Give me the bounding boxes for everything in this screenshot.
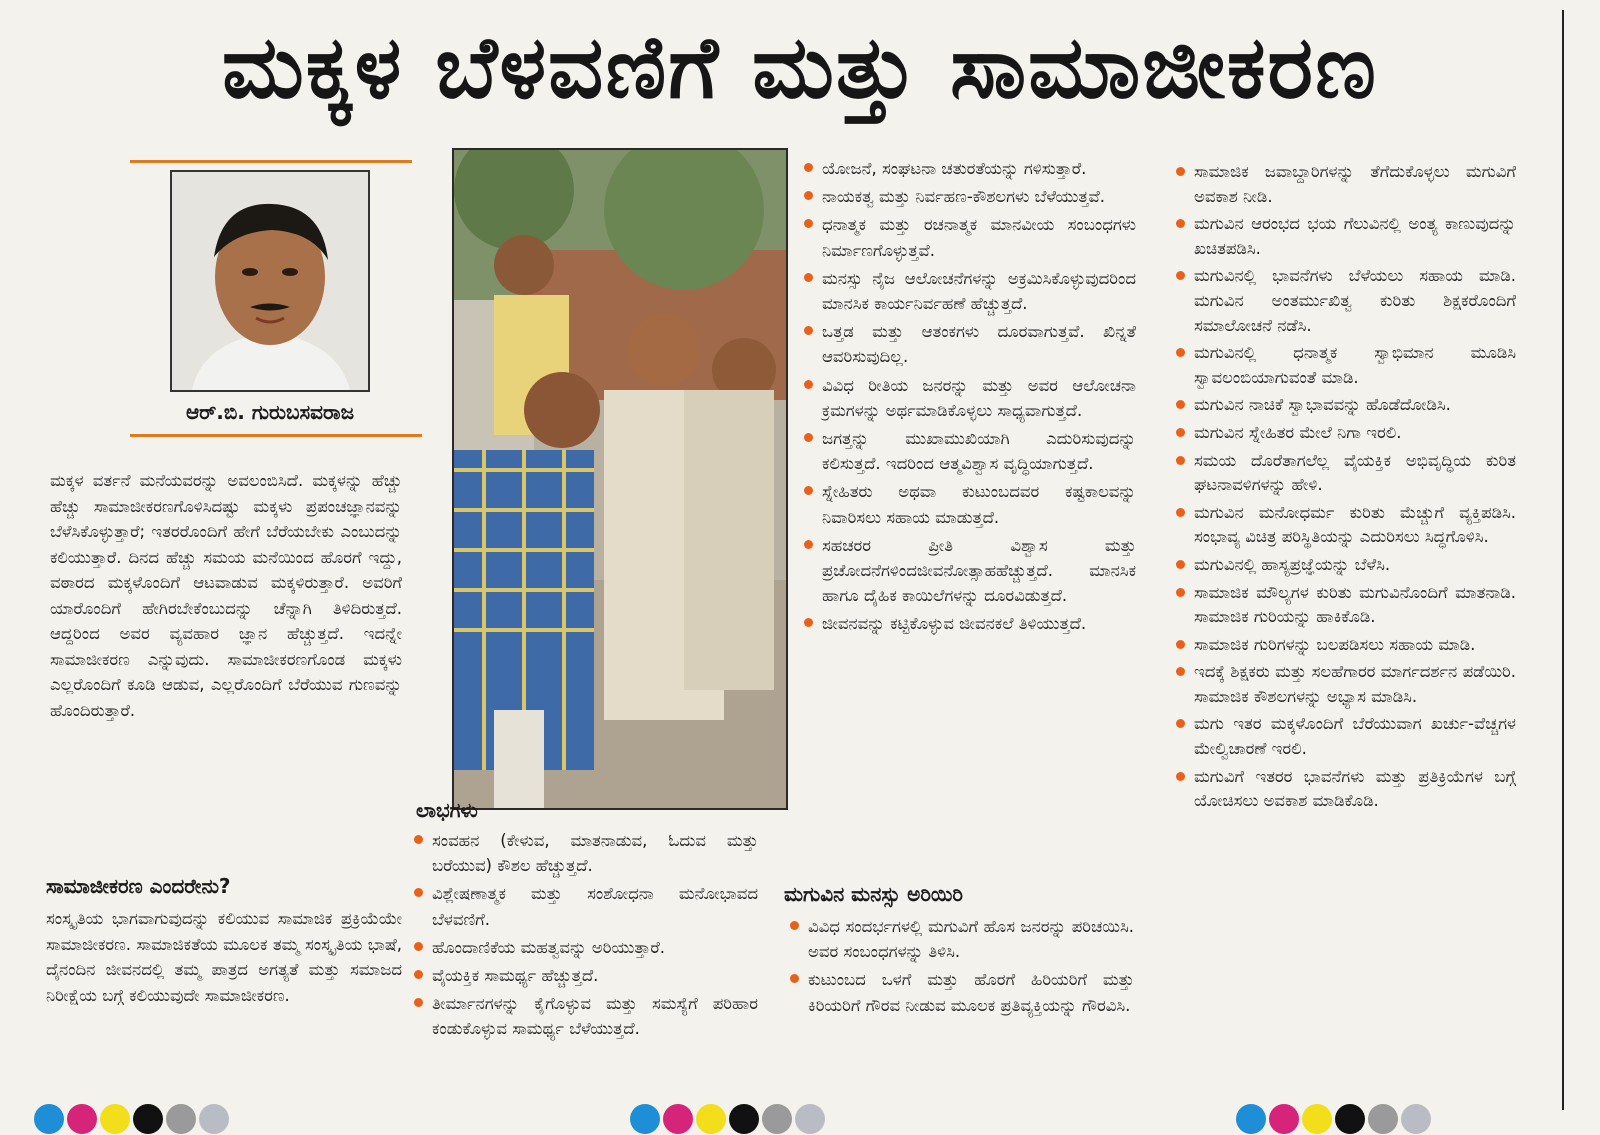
list-item: ಸಮಯ ದೊರೆತಾಗಲೆಲ್ಲ ವೈಯಕ್ತಿಕ ಅಭಿವೃದ್ಧಿಯ ಕುರಿತ ಘಟನಾವಳಿಗಳನ್ನು ಹೇಳಿ.: [1176, 449, 1516, 498]
list-item: ವಿವಿಧ ಸಂದರ್ಭಗಳಲ್ಲಿ ಮಗುವಿಗೆ ಹೊಸ ಜನರನ್ನು ಪರಿಚಯಿಸಿ. ಅವರ ಸಂಬಂಧಗಳನ್ನು ತಿಳಿಸಿ.: [790, 914, 1134, 964]
registration-dot: [1302, 1104, 1332, 1134]
list-item: ಮಗು ಇತರ ಮಕ್ಕಳೊಂದಿಗೆ ಬೆರೆಯುವಾಗ ಖರ್ಚು-ವೆಚ್ಚಗಳ ಮೇಲ್ವಿಚಾರಣೆ ಇರಲಿ.: [1176, 712, 1516, 761]
bullet-icon: [804, 163, 813, 172]
headline: ಮಕ್ಕಳ ಬೆಳವಣಿಗೆ ಮತ್ತು ಸಾಮಾಜೀಕರಣ: [221, 18, 1379, 118]
list-item: ಇದಕ್ಕೆ ಶಿಕ್ಷಕರು ಮತ್ತು ಸಲಹೆಗಾರರ ಮಾರ್ಗದರ್ಶನ ಪಡೆಯಿರಿ. ಸಾಮಾಜಿಕ ಕೌಶಲಗಳನ್ನು ಅಭ್ಯಾಸ ಮಾಡಿಸಿ.: [1176, 660, 1516, 709]
list-item: ನಾಯಕತ್ವ ಮತ್ತು ನಿರ್ವಹಣ-ಕೌಶಲಗಳು ಬೆಳೆಯುತ್ತವೆ.: [804, 184, 1136, 209]
list-item: ಸಹಚರರ ಪ್ರೀತಿ ವಿಶ್ವಾಸ ಮತ್ತು ಪ್ರಚೋದನೆಗಳಿಂದಜೀವನೋತ್ಸಾಹಹೆಚ್ಚುತ್ತದೆ. ಮಾನಸಿಕ ಹಾಗೂ ದೈಹಿಕ ಕಾಯಿಲೆಗಳನ್ನು ದೂರವಿಡುತ್ತದೆ.: [804, 533, 1136, 609]
registration-dot: [729, 1104, 759, 1134]
bullet-icon: [1176, 167, 1185, 176]
understand-list: [790, 914, 1134, 1021]
list-item: ಸಾಮಾಜಿಕ ಗುರಿಗಳನ್ನು ಬಲಪಡಿಸಲು ಸಹಾಯ ಮಾಡಿ.: [1176, 633, 1516, 658]
bullet-icon: [1176, 428, 1185, 437]
registration-dot: [199, 1104, 229, 1134]
bullet-icon: [804, 273, 813, 282]
col3-list: [804, 156, 1136, 640]
bullet-icon: [804, 486, 813, 495]
registration-dot: [1368, 1104, 1398, 1134]
bullet-icon: [1176, 560, 1185, 569]
bullet-icon: [804, 618, 813, 627]
registration-dot: [696, 1104, 726, 1134]
list-item: ಜಗತ್ತನ್ನು ಮುಖಾಮುಖಿಯಾಗಿ ಎದುರಿಸುವುದನ್ನು ಕಲಿಸುತ್ತದೆ. ಇದರಿಂದ ಆತ್ಮವಿಶ್ವಾಸ ವೃದ್ಧಿಯಾಗುತ್ತದೆ.: [804, 426, 1136, 476]
list-item: ಮಗುವಿಗೆ ಇತರರ ಭಾವನೆಗಳು ಮತ್ತು ಪ್ರತಿಕ್ರಿಯೆಗಳ ಬಗ್ಗೆ ಯೋಚಿಸಲು ಅವಕಾಶ ಮಾಡಿಕೊಡಿ.: [1176, 765, 1516, 814]
list-item: ಸಾಮಾಜಿಕ ಮೌಲ್ಯಗಳ ಕುರಿತು ಮಗುವಿನೊಂದಿಗೆ ಮಾತನಾಡಿ. ಸಾಮಾಜಿಕ ಗುರಿಯನ್ನು ಹಾಕಿಕೊಡಿ.: [1176, 581, 1516, 630]
registration-dot: [100, 1104, 130, 1134]
bullet-icon: [414, 888, 423, 897]
list-item: ವಿಶ್ಲೇಷಣಾತ್ಮಕ ಮತ್ತು ಸಂಶೋಧನಾ ಮನೋಭಾವದ ಬೆಳವಣಿಗೆ.: [414, 881, 758, 931]
registration-dot: [67, 1104, 97, 1134]
bullet-icon: [414, 835, 423, 844]
author-top-rule: [130, 160, 412, 163]
bullet-icon: [1176, 400, 1185, 409]
bullet-icon: [790, 921, 799, 930]
registration-dot: [630, 1104, 660, 1134]
intro-paragraph: ಮಕ್ಕಳ ವರ್ತನೆ ಮನೆಯವರನ್ನು ಅವಲಂಬಿಸಿದೆ. ಮಕ್ಕಳನ್ನು ಹೆಚ್ಚು ಹೆಚ್ಚು ಸಾಮಾಜೀಕರಣಗೊಳಿಸಿದಷ್ಟು ಮಕ್ಕಳು ಪ್ರಪಂಚಜ್ಞಾನವನ್ನು ಬೆಳೆಸಿಕೊಳ್ಳುತ್ತಾರೆ; ಇತರರೊಂದಿಗೆ ಹೇಗೆ ಬೆರೆಯಬೇಕು ಎಂಬುದನ್ನು ಕಲಿಯುತ್ತಾರೆ. ದಿನದ ಹೆಚ್ಚು ಸಮಯ ಮನೆಯಿಂದ ಹೊರಗೆ ಇದ್ದು, ವಠಾರದ ಮಕ್ಕಳೊಂದಿಗೆ ಆಟವಾಡುವ ಮಕ್ಕಳಿರುತ್ತಾರೆ. ಅವರಿಗೆ ಯಾರೊಂದಿಗೆ ಹೇಗಿರಬೇಕೆಂಬುದನ್ನು ಚೆನ್ನಾಗಿ ತಿಳಿದಿರುತ್ತದೆ. ಆದ್ದರಿಂದ ಅವರ ವ್ಯವಹಾರ ಜ್ಞಾನ ಹೆಚ್ಚುತ್ತದೆ. ಇದನ್ನೇ ಸಾಮಾಜೀಕರಣ ಎನ್ನುವುದು. ಸಾಮಾಜೀಕರಣಗೊಂಡ ಮಕ್ಕಳು ಎಲ್ಲರೊಂದಿಗೆ ಕೂಡಿ ಆಡುವ, ಎಲ್ಲರೊಂದಿಗೆ ಬೆರೆಯುವ ಗುಣವನ್ನು ಹೊಂದಿರುತ್ತಾರೆ.: [50, 471, 402, 720]
list-item: ಸಾಮಾಜಿಕ ಜವಾಬ್ದಾರಿಗಳನ್ನು ತೆಗೆದುಕೊಳ್ಳಲು ಮಗುವಿಗೆ ಅವಕಾಶ ನೀಡಿ.: [1176, 160, 1516, 209]
list-item: ಮಗುವಿನ ಆರಂಭದ ಭಯ ಗೆಲುವಿನಲ್ಲಿ ಅಂತ್ಯ ಕಾಣುವುದನ್ನು ಖಚಿತಪಡಿಸಿ.: [1176, 212, 1516, 261]
list-item: ಮಗುವಿನಲ್ಲಿ ಭಾವನೆಗಳು ಬೆಳೆಯಲು ಸಹಾಯ ಮಾಡಿ. ಮಗುವಿನ ಅಂತರ್ಮುಖಿತ್ವ ಕುರಿತು ಶಿಕ್ಷಕರೊಂದಿಗೆ ಸಮಾಲೋಚನೆ ನಡೆಸಿ.: [1176, 264, 1516, 338]
list-item: ಧನಾತ್ಮಕ ಮತ್ತು ರಚನಾತ್ಮಕ ಮಾನವೀಯ ಸಂಬಂಧಗಳು ನಿರ್ಮಾಣಗೊಳ್ಳುತ್ತವೆ.: [804, 212, 1136, 262]
registration-dot: [34, 1104, 64, 1134]
benefits-heading: ಲಾಭಗಳು: [416, 798, 478, 822]
bullet-icon: [804, 380, 813, 389]
author-photo: [170, 170, 370, 392]
bullet-icon: [804, 191, 813, 200]
bullet-icon: [804, 433, 813, 442]
registration-dot: [1236, 1104, 1266, 1134]
benefits-list: [414, 828, 758, 1045]
registration-dot: [133, 1104, 163, 1134]
bullet-icon: [1176, 271, 1185, 280]
list-item: ವೈಯಕ್ತಿಕ ಸಾಮರ್ಥ್ಯ ಹೆಚ್ಚುತ್ತದೆ.: [414, 963, 758, 988]
registration-dot: [1401, 1104, 1431, 1134]
registration-dot: [762, 1104, 792, 1134]
bullet-icon: [1176, 588, 1185, 597]
list-item: ಮಗುವಿನ ಸ್ನೇಹಿತರ ಮೇಲೆ ನಿಗಾ ಇರಲಿ.: [1176, 421, 1516, 446]
bullet-icon: [414, 998, 423, 1007]
list-item: ಹೊಂದಾಣಿಕೆಯ ಮಹತ್ವವನ್ನು ಅರಿಯುತ್ತಾರೆ.: [414, 935, 758, 960]
understand-heading: ಮಗುವಿನ ಮನಸ್ಸು ಅರಿಯಿರಿ: [784, 882, 963, 906]
list-item: ಸ್ನೇಹಿತರು ಅಥವಾ ಕುಟುಂಬದವರ ಕಷ್ಟಕಾಲವನ್ನು ನಿವಾರಿಸಲು ಸಹಾಯ ಮಾಡುತ್ತದೆ.: [804, 479, 1136, 529]
list-item: ಮಗುವಿನ ನಾಚಿಕೆ ಸ್ವಾಭಾವವನ್ನು ಹೊಡೆದೋಡಿಸಿ.: [1176, 393, 1516, 418]
registration-dot: [795, 1104, 825, 1134]
list-item: ಸಂವಹನ (ಕೇಳುವ, ಮಾತನಾಡುವ, ಓದುವ ಮತ್ತು ಬರೆಯುವ) ಕೌಶಲ ಹೆಚ್ಚುತ್ತದೆ.: [414, 828, 758, 878]
bullet-icon: [414, 942, 423, 951]
bullet-icon: [1176, 508, 1185, 517]
author-name: ಆರ್.ಬಿ. ಗುರುಬಸವರಾಜ: [185, 400, 355, 424]
bullet-icon: [804, 326, 813, 335]
list-item: ಮಗುವಿನ ಮನೋಧರ್ಮ ಕುರಿತು ಮೆಚ್ಚುಗೆ ವ್ಯಕ್ತಿಪಡಿಸಿ. ಸಂಭಾವ್ಯ ವಿಚಿತ್ರ ಪರಿಸ್ಥಿತಿಯನ್ನು ಎದುರಿಸಲು ಸಿದ್ಧಗೊಳಿಸಿ.: [1176, 501, 1516, 550]
list-item: ಮಗುವಿನಲ್ಲಿ ಧನಾತ್ಮಕ ಸ್ವಾಭಿಮಾನ ಮೂಡಿಸಿ ಸ್ವಾವಲಂಬಿಯಾಗುವಂತೆ ಮಾಡಿ.: [1176, 341, 1516, 390]
bullet-icon: [790, 974, 799, 983]
registration-dot: [166, 1104, 196, 1134]
list-item: ಮಗುವಿನಲ್ಲಿ ಹಾಸ್ಯಪ್ರಜ್ಞೆಯನ್ನು ಬೆಳೆಸಿ.: [1176, 553, 1516, 578]
bullet-icon: [804, 219, 813, 228]
bullet-icon: [1176, 456, 1185, 465]
bullet-icon: [1176, 348, 1185, 357]
registration-dot: [663, 1104, 693, 1134]
list-item: ಜೀವನವನ್ನು ಕಟ್ಟಿಕೊಳ್ಳುವ ಜೀವನಕಲೆ ತಿಳಿಯುತ್ತದೆ.: [804, 611, 1136, 636]
page-edge-rule: [1562, 10, 1564, 1110]
bullet-icon: [414, 970, 423, 979]
bullet-icon: [1176, 772, 1185, 781]
list-item: ಮನಸ್ಸು ನೈಜ ಆಲೋಚನೆಗಳನ್ನು ಅಕ್ರಮಿಸಿಕೊಳ್ಳುವುದರಿಂದ ಮಾನಸಿಕ ಕಾರ್ಯನಿರ್ವಹಣೆ ಹೆಚ್ಚುತ್ತದೆ.: [804, 266, 1136, 316]
bullet-icon: [1176, 719, 1185, 728]
bullet-icon: [804, 540, 813, 549]
list-item: ತೀರ್ಮಾನಗಳನ್ನು ಕೈಗೊಳ್ಳುವ ಮತ್ತು ಸಮಸ್ಯೆಗೆ ಪರಿಹಾರ ಕಂಡುಕೊಳ್ಳುವ ಸಾಮರ್ಥ್ಯ ಬೆಳೆಯುತ್ತದೆ.: [414, 991, 758, 1041]
what-is-paragraph: ಸಂಸ್ಕೃತಿಯ ಭಾಗವಾಗುವುದನ್ನು ಕಲಿಯುವ ಸಾಮಾಜಿಕ ಪ್ರಕ್ರಿಯೆಯೇ ಸಾಮಾಜೀಕರಣ. ಸಾಮಾಜಿಕತೆಯ ಮೂಲಕ ತಮ್ಮ ಸಂಸ್ಕೃತಿಯ ಭಾಷೆ, ದೈನಂದಿನ ಜೀವನದಲ್ಲಿ ತಮ್ಮ ಪಾತ್ರದ ಅಗತ್ಯತೆ ಮತ್ತು ಸಮಾಜದ ನಿರೀಕ್ಷೆಯ ಬಗ್ಗೆ ಕಲಿಯುವುದೇ ಸಾಮಾಜೀಕರಣ.: [46, 909, 402, 1005]
author-bottom-rule: [130, 434, 422, 437]
list-item: ಒತ್ತಡ ಮತ್ತು ಆತಂಕಗಳು ದೂರವಾಗುತ್ತವೆ. ಖಿನ್ನತೆ ಆವರಿಸುವುದಿಲ್ಲ.: [804, 319, 1136, 369]
list-item: ಕುಟುಂಬದ ಒಳಗೆ ಮತ್ತು ಹೊರಗೆ ಹಿರಿಯರಿಗೆ ಮತ್ತು ಕಿರಿಯರಿಗೆ ಗೌರವ ನೀಡುವ ಮೂಲಕ ಪ್ರತಿವ್ಯಕ್ತಿಯನ್ನು ಗೌರವಿಸಿ.: [790, 967, 1134, 1017]
registration-dot: [1335, 1104, 1365, 1134]
list-item: ವಿವಿಧ ರೀತಿಯ ಜನರನ್ನು ಮತ್ತು ಅವರ ಆಲೋಚನಾ ಕ್ರಮಗಳನ್ನು ಅರ್ಥಮಾಡಿಕೊಳ್ಳಲು ಸಾಧ್ಯವಾಗುತ್ತದೆ.: [804, 373, 1136, 423]
bullet-icon: [1176, 219, 1185, 228]
list-item: ಯೋಜನೆ, ಸಂಘಟನಾ ಚತುರತೆಯನ್ನು ಗಳಿಸುತ್ತಾರೆ.: [804, 156, 1136, 181]
what-is-heading: ಸಾಮಾಜೀಕರಣ ಎಂದರೇನು?: [46, 874, 231, 898]
bullet-icon: [1176, 667, 1185, 676]
children-photo: [452, 148, 788, 810]
bullet-icon: [1176, 640, 1185, 649]
col4-list: [1176, 160, 1516, 817]
registration-dot: [1269, 1104, 1299, 1134]
